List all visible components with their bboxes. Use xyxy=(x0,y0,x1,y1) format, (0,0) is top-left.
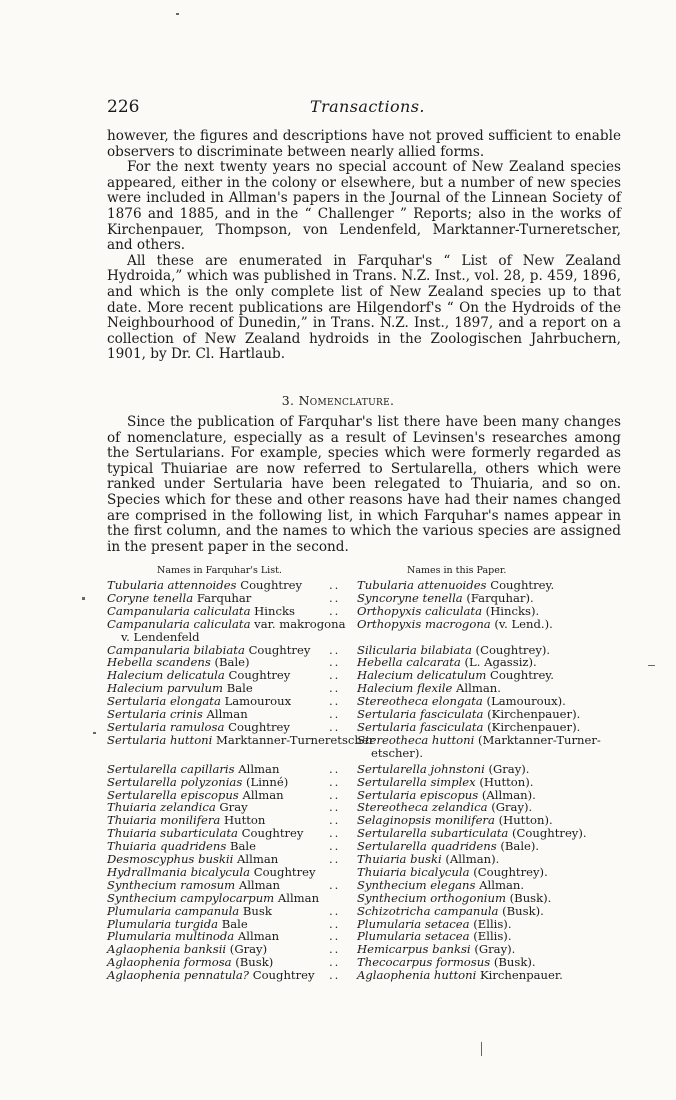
farquhar-species: Campanularia caliculata xyxy=(107,603,251,618)
current-species: Thecocarpus formosus xyxy=(357,955,491,970)
farquhar-authority: Allman xyxy=(237,852,279,867)
running-head: Transactions. xyxy=(310,97,425,116)
farquhar-species: Plumularia campanula xyxy=(107,903,240,918)
leader-dots: .. xyxy=(329,955,341,970)
current-species: Schizotricha campanula xyxy=(357,903,499,918)
current-species: Sertularia episcopus xyxy=(357,787,479,802)
current-authority: (Allman). xyxy=(481,787,536,802)
current-species: Hebella calcarata xyxy=(357,655,461,670)
leader-dots: .. xyxy=(329,707,341,722)
farquhar-species: Sertularella episcopus xyxy=(107,787,239,802)
farquhar-species: Sertularia ramulosa xyxy=(107,719,225,734)
current-authority: (L. Agassiz). xyxy=(464,655,537,670)
farquhar-authority: Allman xyxy=(277,890,320,905)
table-row xyxy=(107,747,637,760)
current-species: Orthopyxis caliculata xyxy=(357,603,482,618)
scan-mark xyxy=(82,597,85,600)
farquhar-name xyxy=(107,618,357,631)
farquhar-species: Sertularia crinis xyxy=(107,707,203,722)
intro-text xyxy=(107,129,621,363)
current-species: Hemicarpus banksi xyxy=(357,942,471,957)
farquhar-name xyxy=(107,969,357,982)
current-species: Plumularia setacea xyxy=(357,929,470,944)
leader-dots: .. xyxy=(329,668,341,683)
farquhar-authority: Coughtrey xyxy=(228,719,290,734)
farquhar-authority: Coughtrey xyxy=(248,642,311,657)
leader-dots: .. xyxy=(329,839,341,854)
current-species: Selaginopsis monilifera xyxy=(357,813,495,828)
leader-dots: .. xyxy=(329,694,341,709)
current-species: Sertularia fasciculata xyxy=(357,707,484,722)
current-species: Synthecium elegans xyxy=(357,877,476,892)
table-row xyxy=(107,969,637,982)
farquhar-authority: Bale xyxy=(226,681,253,696)
current-authority: (Gray). xyxy=(491,800,533,815)
farquhar-species: Plumularia multinoda xyxy=(107,929,235,944)
farquhar-species: Synthecium ramosum xyxy=(107,877,236,892)
current-authority: (Coughtrey). xyxy=(512,826,587,841)
farquhar-species: Thuiaria quadridens xyxy=(107,839,227,854)
leader-dots: .. xyxy=(329,578,341,592)
farquhar-species: Aglaophenia banksii xyxy=(107,942,227,957)
farquhar-authority: Coughtrey xyxy=(228,668,291,683)
farquhar-authority: Coughtrey xyxy=(240,578,303,592)
current-species: Silicularia bilabiata xyxy=(357,642,472,657)
page-number: 226 xyxy=(107,97,140,117)
farquhar-species: Hydrallmania bicalycula xyxy=(107,864,251,879)
current-name xyxy=(357,747,637,760)
farquhar-authority: Lamouroux xyxy=(224,694,292,709)
farquhar-authority: Hincks xyxy=(254,603,295,618)
current-species: Thuiaria bicalycula xyxy=(357,864,470,879)
column-header-farquhar: Names in Farquhar's List. xyxy=(157,565,282,576)
current-authority: (Coughtrey). xyxy=(473,864,548,879)
table-row xyxy=(107,734,637,747)
current-species: Plumularia setacea xyxy=(357,916,470,931)
farquhar-species: Sertularia elongata xyxy=(107,694,221,709)
table-row xyxy=(107,618,637,631)
current-authority: (Farquhar). xyxy=(466,590,534,605)
current-authority: Allman. xyxy=(479,877,525,892)
leader-dots: .. xyxy=(329,590,341,605)
farquhar-name xyxy=(107,747,357,760)
current-authority: (Busk). xyxy=(509,890,552,905)
leader-dots: .. xyxy=(329,852,341,867)
leader-dots: .. xyxy=(329,787,341,802)
farquhar-authority: Marktanner-Turneretscher xyxy=(216,732,375,747)
current-species: Stereotheca zelandica xyxy=(357,800,488,815)
paragraph: All these are enumerated in Farquhar's “ List of New Zealand Hydroida,” which was published in Trans. N.Z. Inst., vol. 28, p. 459, 1896, and which is the only complete list of New Zealand species up to that date. More recent publications are Hilgendorf's “ On the Hydroids of the Neighbourhood of Dunedin,” in Trans. N.Z. Inst., 1897, and a report on a collection of New Zealand hydroids in the Zoologischen Jahrbuchern, 1901, by Dr. Cl. Hartlaub. xyxy=(107,252,621,363)
current-authority: etscher). xyxy=(371,745,424,760)
farquhar-authority: Coughtrey xyxy=(241,826,304,841)
leader-dots: .. xyxy=(329,642,341,657)
current-species: Sertularella simplex xyxy=(357,774,476,789)
current-species: Stereotheca huttoni xyxy=(357,732,475,747)
farquhar-species: Thuiaria monilifera xyxy=(107,813,221,828)
current-authority: (Ellis). xyxy=(473,929,512,944)
current-species: Thuiaria buski xyxy=(357,852,442,867)
leader-dots: .. xyxy=(329,655,341,670)
current-name xyxy=(357,734,637,747)
farquhar-authority: Allman xyxy=(206,707,248,722)
current-authority: (Ellis). xyxy=(473,916,512,931)
leader-dots: .. xyxy=(329,929,341,944)
leader-dots: .. xyxy=(329,916,341,931)
paragraph: Since the publication of Farquhar's list there have been many changes of nomenclature, especially as a result of Levinsen's researches among the Sertularians. For example, species which were formerly regarded as typical Thuiariae are now referred to Sertularella, others which were ranked under Sertularia have been relegated to Thuiaria, and so on. Species which for these and other reasons have had their names changed are comprised in the following list, in which Farquhar's names appear in the first column, and the names to which the various species are assigned in the present paper in the second. xyxy=(107,414,621,555)
current-authority: (Busk). xyxy=(502,903,544,918)
leader-dots: .. xyxy=(329,681,341,696)
farquhar-species: Campanularia caliculata xyxy=(107,616,251,631)
paragraph: For the next twenty years no special account of New Zealand species appeared, either in the colony or elsewhere, but a number of new species were included in Allman's papers in the Journal of the Linnean Society of 1876 and 1885, and in the “ Challenger ” Reports; also in the works of Kirchenpauer, Thompson, von Lendenfeld, Marktanner-Turneretscher, and others. xyxy=(107,159,621,254)
current-species: Tubularia attenuoides xyxy=(357,578,487,592)
current-authority: (Coughtrey). xyxy=(475,642,551,657)
farquhar-species: Halecium parvulum xyxy=(107,681,223,696)
table-body xyxy=(107,579,637,982)
farquhar-species: Aglaophenia formosa xyxy=(107,955,232,970)
current-authority: (Lamouroux). xyxy=(486,694,566,709)
leader-dots: .. xyxy=(329,774,341,789)
farquhar-authority: Hutton xyxy=(224,813,266,828)
current-authority: (Kirchenpauer). xyxy=(487,707,581,722)
leader-dots: .. xyxy=(329,942,341,957)
leader-dots: .. xyxy=(329,719,341,734)
current-species: Orthopyxis macrogona xyxy=(357,616,491,631)
current-species: Aglaophenia huttoni xyxy=(357,968,477,983)
leader-dots: .. xyxy=(329,761,341,776)
farquhar-species: Synthecium campylocarpum xyxy=(107,890,275,905)
farquhar-authority: var. makrogona xyxy=(254,616,346,631)
paragraph: however, the figures and descriptions have not proved sufficient to enable observers to discriminate between nearly allied forms. xyxy=(107,128,621,160)
farquhar-species: Thuiaria zelandica xyxy=(107,800,216,815)
current-authority: (Bale). xyxy=(500,839,540,854)
farquhar-name xyxy=(107,732,375,747)
farquhar-authority: Allman xyxy=(238,877,280,892)
leader-dots: .. xyxy=(329,800,341,815)
farquhar-species: Sertularella capillaris xyxy=(107,761,235,776)
farquhar-authority: (Gray) xyxy=(229,942,268,957)
current-authority: (Hincks). xyxy=(485,603,540,618)
farquhar-authority: Allman xyxy=(237,929,280,944)
farquhar-species: Tubularia attennoides xyxy=(107,578,237,592)
scan-mark xyxy=(481,1042,482,1056)
current-authority: (Busk). xyxy=(493,955,536,970)
farquhar-species: Aglaophenia pennatula? xyxy=(107,968,250,983)
farquhar-authority: Allman xyxy=(242,787,284,802)
farquhar-authority: Farquhar xyxy=(196,590,252,605)
scan-mark xyxy=(93,732,96,734)
current-authority: (Hutton). xyxy=(498,813,553,828)
farquhar-authority: (Busk) xyxy=(235,955,274,970)
current-authority: (Gray). xyxy=(474,942,516,957)
current-species: Sertularella johnstoni xyxy=(357,761,485,776)
leader-dots: .. xyxy=(329,813,341,828)
farquhar-authority: (Bale) xyxy=(214,655,250,670)
current-authority: Kirchenpauer. xyxy=(480,968,563,983)
current-species: Sertularella subarticulata xyxy=(357,826,509,841)
current-species: Halecium flexile xyxy=(357,681,453,696)
current-species: Sertularella quadridens xyxy=(357,839,497,854)
current-species: Halecium delicatulum xyxy=(357,668,487,683)
leader-dots: .. xyxy=(329,968,341,983)
leader-dots: .. xyxy=(329,903,341,918)
current-authority: Coughtrey. xyxy=(490,668,554,683)
current-authority: Coughtrey. xyxy=(490,578,555,592)
farquhar-species: Campanularia bilabiata xyxy=(107,642,245,657)
current-name xyxy=(357,618,637,631)
current-authority: (v. Lend.). xyxy=(494,616,553,631)
farquhar-authority: v. Lendenfeld xyxy=(121,629,200,644)
leader-dots: .. xyxy=(329,877,341,892)
farquhar-authority: (Linné) xyxy=(245,774,289,789)
current-name xyxy=(357,969,637,982)
current-authority: (Kirchenpauer). xyxy=(487,719,581,734)
column-header-this-paper: Names in this Paper. xyxy=(407,565,507,576)
scan-mark xyxy=(176,13,179,15)
farquhar-authority: Coughtrey xyxy=(252,968,315,983)
current-authority: (Marktanner-Turner- xyxy=(478,732,601,747)
farquhar-species: Sertularia huttoni xyxy=(107,732,213,747)
current-species: Sertularia fasciculata xyxy=(357,719,484,734)
farquhar-authority: Allman xyxy=(238,761,280,776)
current-species: Synthecium orthogonium xyxy=(357,890,506,905)
current-species: Stereotheca elongata xyxy=(357,694,483,709)
farquhar-authority: Gray xyxy=(219,800,248,815)
nomenclature-text xyxy=(107,415,621,555)
farquhar-species: Halecium delicatula xyxy=(107,668,225,683)
farquhar-species: Desmoscyphus buskii xyxy=(107,852,234,867)
farquhar-species: Sertularella polyzonias xyxy=(107,774,243,789)
leader-dots: .. xyxy=(329,603,341,618)
farquhar-authority: Bale xyxy=(230,839,257,854)
current-authority: Allman. xyxy=(456,681,501,696)
farquhar-species: Hebella scandens xyxy=(107,655,211,670)
farquhar-species: Plumularia turgida xyxy=(107,916,219,931)
farquhar-species: Coryne tenella xyxy=(107,590,194,605)
current-species: Syncoryne tenella xyxy=(357,590,463,605)
scan-mark xyxy=(648,665,655,666)
current-authority: (Gray). xyxy=(488,761,530,776)
current-authority: (Hutton). xyxy=(479,774,534,789)
section-heading: 3. Nomenclature. xyxy=(281,393,395,408)
farquhar-authority: Coughtrey xyxy=(253,864,316,879)
farquhar-authority: Busk xyxy=(242,903,272,918)
farquhar-species: Thuiaria subarticulata xyxy=(107,826,238,841)
current-authority: (Allman). xyxy=(445,852,500,867)
leader-dots: .. xyxy=(329,826,341,841)
farquhar-authority: Bale xyxy=(221,916,248,931)
